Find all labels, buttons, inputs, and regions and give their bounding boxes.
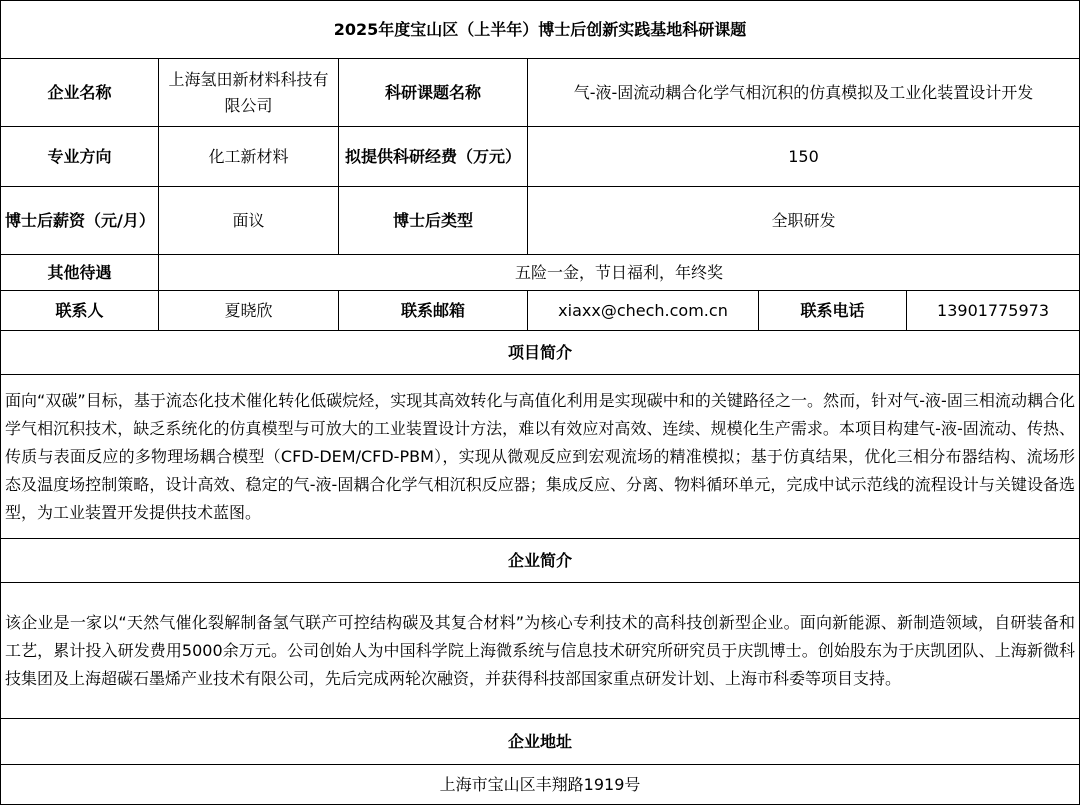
benefits-label: 其他待遇 bbox=[1, 255, 159, 291]
company-intro-heading: 企业简介 bbox=[1, 539, 1080, 583]
topic-name-value: 气-液-固流动耦合化学气相沉积的仿真模拟及工业化装置设计开发 bbox=[528, 59, 1080, 127]
phone-value: 13901775973 bbox=[907, 291, 1080, 331]
postdoc-type-label: 博士后类型 bbox=[339, 187, 528, 255]
contact-person-value: 夏晓欣 bbox=[159, 291, 339, 331]
funding-label: 拟提供科研经费（万元） bbox=[339, 127, 528, 187]
phone-label: 联系电话 bbox=[759, 291, 907, 331]
company-intro-body: 该企业是一家以“天然气催化裂解制备氢气联产可控结构碳及其复合材料”为核心专利技术的高科技创新型企业。面向新能源、新制造领域，自研装备和工艺，累计投入研发费用5000余万元。公司创始人为中国科学院上海微系统与信息技术研究所研究员于庆凯博士。创始股东为于庆凯团队、上海新微科技集团及上海超碳石墨烯产业技术有限公司，先后完成两轮次融资，并获得科技部国家重点研发计划、上海市科委等项目支持。 bbox=[1, 583, 1080, 719]
funding-value: 150 bbox=[528, 127, 1080, 187]
company-address-heading: 企业地址 bbox=[1, 719, 1080, 765]
email-label: 联系邮箱 bbox=[339, 291, 528, 331]
project-intro-body: 面向“双碳”目标，基于流态化技术催化转化低碳烷烃，实现其高效转化与高值化利用是实现碳中和的关键路径之一。然而，针对气-液-固三相流动耦合化学气相沉积技术，缺乏系统化的仿真模型与可放大的工业装置设计方法，难以有效应对高效、连续、规模化生产需求。本项目构建气-液-固流动、传热、传质与表面反应的多物理场耦合模型（CFD-DEM/CFD-PBM），实现从微观反应到宏观流场的精准模拟；基于仿真结果，优化三相分布器结构、流场形态及温度场控制策略，设计高效、稳定的气-液-固耦合化学气相沉积反应器；集成反应、分离、物料循环单元，完成中试示范线的流程设计与关键设备选型，为工业装置开发提供技术蓝图。 bbox=[1, 375, 1080, 539]
major-label: 专业方向 bbox=[1, 127, 159, 187]
company-name-value: 上海氢田新材料科技有限公司 bbox=[159, 59, 339, 127]
topic-name-label: 科研课题名称 bbox=[339, 59, 528, 127]
major-value: 化工新材料 bbox=[159, 127, 339, 187]
company-address-value: 上海市宝山区丰翔路1919号 bbox=[1, 765, 1080, 805]
table-title: 2025年度宝山区（上半年）博士后创新实践基地科研课题 bbox=[1, 1, 1080, 59]
company-name-label: 企业名称 bbox=[1, 59, 159, 127]
contact-person-label: 联系人 bbox=[1, 291, 159, 331]
postdoc-type-value: 全职研发 bbox=[528, 187, 1080, 255]
salary-value: 面议 bbox=[159, 187, 339, 255]
salary-label: 博士后薪资（元/月） bbox=[1, 187, 159, 255]
benefits-value: 五险一金，节日福利，年终奖 bbox=[159, 255, 1080, 291]
project-intro-heading: 项目简介 bbox=[1, 331, 1080, 375]
email-value: xiaxx@chech.com.cn bbox=[528, 291, 759, 331]
